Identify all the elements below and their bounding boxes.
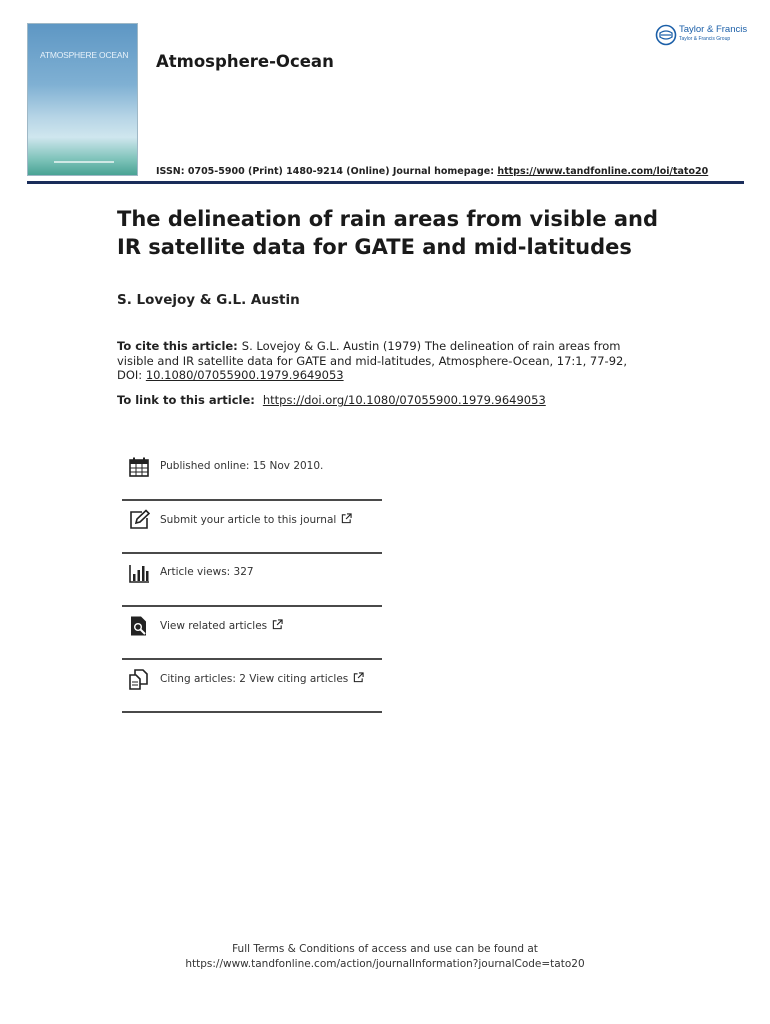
journal-cover-image xyxy=(27,23,138,176)
view-related-articles-link[interactable] xyxy=(160,619,283,632)
citation-block xyxy=(117,339,647,383)
publisher-tagline: Taylor & Francis Group xyxy=(679,36,731,42)
article-doi-link[interactable]: https://doi.org/10.1080/07055900.1979.9649053 xyxy=(262,393,546,407)
related-articles-label: View related articles xyxy=(160,620,268,632)
external-link-icon xyxy=(272,619,283,630)
footer-terms-link[interactable]: https://www.tandfonline.com/action/journalInformation?journalCode=tato20 xyxy=(185,958,585,970)
article-link-block xyxy=(117,393,546,407)
submit-article-label: Submit your article to this journal xyxy=(160,514,337,526)
external-link-icon xyxy=(353,672,364,683)
header-divider xyxy=(27,181,744,184)
article-authors: S. Lovejoy & G.L. Austin xyxy=(117,292,300,308)
citing-icon xyxy=(128,668,150,690)
edit-icon xyxy=(128,509,150,531)
footer-terms xyxy=(0,942,770,972)
cover-title: ATMOSPHERE OCEAN xyxy=(40,50,129,60)
submit-article-link[interactable] xyxy=(160,513,352,526)
journal-homepage-link[interactable]: https://www.tandfonline.com/loi/tato20 xyxy=(497,166,709,177)
article-title: The delineation of rain areas from visible and IR satellite data for GATE and mid-latitudes xyxy=(117,207,659,259)
citation-text: S. Lovejoy & G.L. Austin (1979) The delineation of rain areas from visible and IR satellite data for GATE and mid-latitudes, Atmosphere-Ocean, 17:1, 77-92, DOI: xyxy=(117,339,627,382)
article-views-text: Article views: 327 xyxy=(160,566,254,578)
info-row-related[interactable] xyxy=(122,607,382,660)
publisher-logo xyxy=(655,24,747,46)
citing-articles-link[interactable] xyxy=(160,672,364,685)
cover-strip xyxy=(54,161,114,163)
issn-line xyxy=(156,166,708,177)
search-icon xyxy=(128,615,150,637)
info-row-submit[interactable] xyxy=(122,501,382,554)
journal-name: Atmosphere-Ocean xyxy=(156,52,334,71)
article-info-list xyxy=(122,448,382,713)
info-row-published xyxy=(122,448,382,501)
external-link-icon xyxy=(341,513,352,524)
footer-terms-text: Full Terms & Conditions of access and use can be found at xyxy=(232,943,538,955)
link-label: To link to this article: xyxy=(117,393,259,407)
citation-label: To cite this article: xyxy=(117,339,242,353)
info-row-views xyxy=(122,554,382,607)
calendar-icon xyxy=(128,456,150,478)
taylor-francis-logo-icon xyxy=(655,24,677,46)
citation-doi-link[interactable]: 10.1080/07055900.1979.9649053 xyxy=(145,368,344,382)
issn-text: ISSN: 0705-5900 (Print) 1480-9214 (Online) Journal homepage: xyxy=(156,166,498,177)
publisher-name: Taylor & Francis xyxy=(679,24,748,35)
bar-chart-icon xyxy=(128,562,150,584)
info-row-citing[interactable] xyxy=(122,660,382,713)
citing-articles-label: Citing articles: 2 View citing articles xyxy=(160,673,349,685)
published-date-text: Published online: 15 Nov 2010. xyxy=(160,460,324,472)
